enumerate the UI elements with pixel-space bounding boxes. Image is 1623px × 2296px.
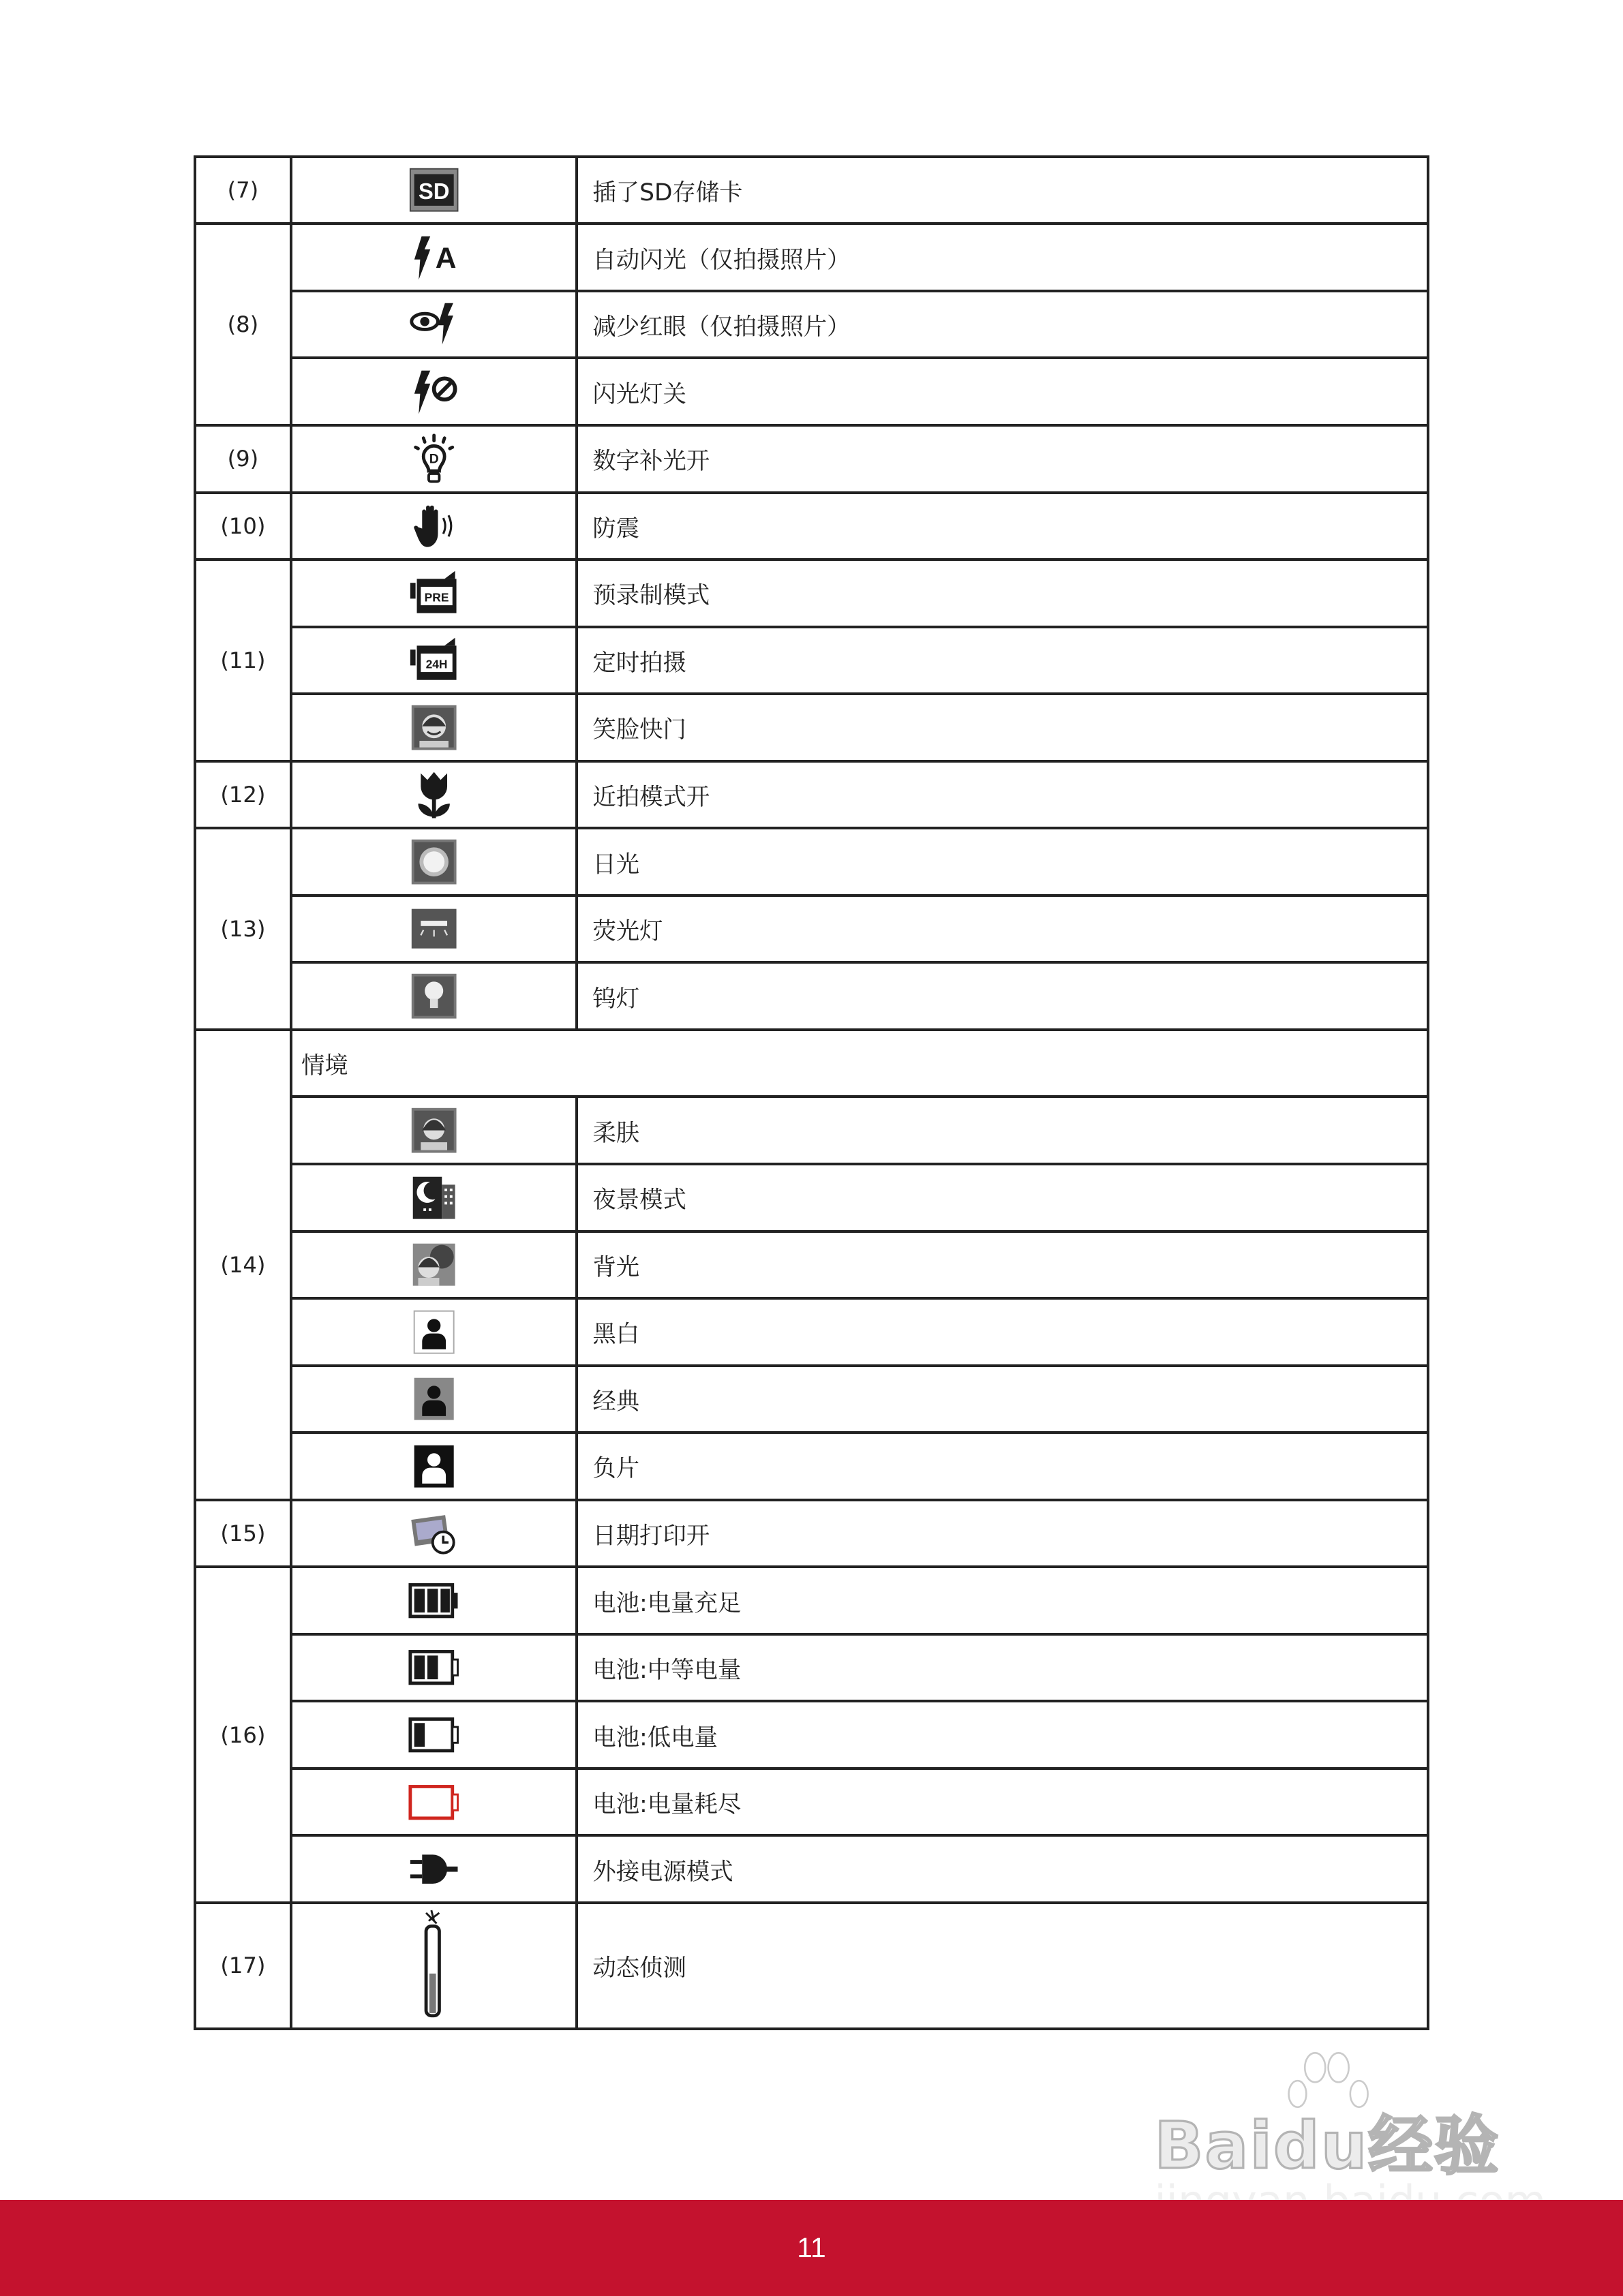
timer-24h-icon bbox=[408, 634, 460, 686]
table-row bbox=[195, 493, 1429, 560]
icon-cell bbox=[291, 1634, 577, 1702]
black-white-icon bbox=[408, 1306, 460, 1358]
soft-skin-icon bbox=[408, 1104, 460, 1157]
table-row bbox=[195, 1030, 1429, 1097]
table-row bbox=[195, 1298, 1429, 1366]
icon-cell bbox=[291, 1701, 577, 1769]
table-row bbox=[195, 761, 1429, 829]
icon-cell bbox=[291, 962, 577, 1030]
svg-text:D: D bbox=[429, 452, 439, 467]
battery-low-icon bbox=[408, 1709, 460, 1761]
table-row bbox=[195, 1567, 1429, 1634]
power-plug-icon bbox=[408, 1843, 460, 1895]
icon-cell bbox=[291, 157, 577, 224]
icon-description: 柔肤 bbox=[577, 1097, 1428, 1164]
table-row bbox=[195, 1097, 1429, 1164]
icon-description: 电池:电量充足 bbox=[577, 1567, 1428, 1634]
icon-description: 自动闪光（仅拍摄照片） bbox=[577, 224, 1428, 291]
table-row bbox=[195, 1366, 1429, 1433]
group-number: (12) bbox=[195, 761, 292, 829]
tungsten-icon bbox=[408, 970, 460, 1022]
group-number: (16) bbox=[195, 1567, 292, 1903]
flash-auto-icon bbox=[408, 231, 460, 284]
table-row bbox=[195, 962, 1429, 1030]
battery-full-icon bbox=[408, 1574, 460, 1627]
icon-description: 预录制模式 bbox=[577, 560, 1428, 627]
stabilizer-hand-icon bbox=[408, 500, 460, 552]
table-row bbox=[195, 1500, 1429, 1567]
icon-description: 防震 bbox=[577, 493, 1428, 560]
classic-icon bbox=[408, 1373, 460, 1425]
digital-light-icon bbox=[408, 433, 460, 485]
table-row bbox=[195, 224, 1429, 291]
icon-cell bbox=[291, 1298, 577, 1366]
fluorescent-icon bbox=[408, 902, 460, 955]
group-number: (8) bbox=[195, 224, 292, 425]
icon-cell bbox=[291, 1164, 577, 1231]
table-row bbox=[195, 291, 1429, 358]
table-row bbox=[195, 1231, 1429, 1299]
icon-cell bbox=[291, 1433, 577, 1500]
svg-text:24H: 24H bbox=[425, 657, 448, 671]
table-row bbox=[195, 425, 1429, 493]
icon-cell bbox=[291, 291, 577, 358]
icon-table bbox=[194, 155, 1430, 2030]
table-row bbox=[195, 694, 1429, 761]
icon-cell bbox=[291, 560, 577, 627]
icon-description: 闪光灯关 bbox=[577, 358, 1428, 425]
icon-cell bbox=[291, 1835, 577, 1903]
table-row bbox=[195, 1701, 1429, 1769]
table-row bbox=[195, 1903, 1429, 2029]
icon-description: 减少红眼（仅拍摄照片） bbox=[577, 291, 1428, 358]
date-stamp-icon bbox=[408, 1507, 460, 1559]
svg-text:A: A bbox=[435, 242, 457, 275]
icon-cell bbox=[291, 1567, 577, 1634]
icon-description: 电池:电量耗尽 bbox=[577, 1769, 1428, 1836]
icon-description: 数字补光开 bbox=[577, 425, 1428, 493]
group-number: (13) bbox=[195, 828, 292, 1030]
icon-description: 夜景模式 bbox=[577, 1164, 1428, 1231]
group-number: (9) bbox=[195, 425, 292, 493]
group-number: (7) bbox=[195, 157, 292, 224]
icon-cell bbox=[291, 694, 577, 761]
icon-description: 荧光灯 bbox=[577, 896, 1428, 963]
icon-cell bbox=[291, 493, 577, 560]
smile-shutter-icon bbox=[408, 701, 460, 754]
negative-icon bbox=[408, 1440, 460, 1493]
watermark-logo: Baidu经验 bbox=[1154, 2108, 1500, 2184]
page-footer bbox=[0, 2200, 1623, 2296]
flash-off-icon bbox=[408, 365, 460, 418]
group-number: (17) bbox=[195, 1903, 292, 2029]
table-row bbox=[195, 1164, 1429, 1231]
daylight-icon bbox=[408, 836, 460, 888]
table-row bbox=[195, 627, 1429, 694]
section-header: 情境 bbox=[291, 1030, 1428, 1097]
table-row bbox=[195, 1769, 1429, 1836]
night-scene-icon bbox=[408, 1172, 460, 1224]
icon-cell bbox=[291, 1500, 577, 1567]
group-number: (10) bbox=[195, 493, 292, 560]
icon-description: 负片 bbox=[577, 1433, 1428, 1500]
icon-cell bbox=[291, 828, 577, 896]
macro-tulip-icon bbox=[408, 768, 460, 821]
group-number: (11) bbox=[195, 560, 292, 761]
backlight-icon bbox=[408, 1238, 460, 1291]
battery-empty-icon bbox=[408, 1776, 460, 1828]
sd-card-icon bbox=[408, 164, 460, 216]
icon-description: 电池:中等电量 bbox=[577, 1634, 1428, 1702]
icon-description: 电池:低电量 bbox=[577, 1701, 1428, 1769]
table-row bbox=[195, 560, 1429, 627]
table-row bbox=[195, 896, 1429, 963]
table-row bbox=[195, 358, 1429, 425]
icon-cell bbox=[291, 425, 577, 493]
icon-description: 日期打印开 bbox=[577, 1500, 1428, 1567]
paw-logo-icon bbox=[1283, 2050, 1385, 2138]
icon-cell bbox=[291, 627, 577, 694]
icon-cell bbox=[291, 1097, 577, 1164]
icon-cell bbox=[291, 1366, 577, 1433]
motion-detect-icon bbox=[408, 1904, 460, 2027]
icon-description: 经典 bbox=[577, 1366, 1428, 1433]
icon-description: 日光 bbox=[577, 828, 1428, 896]
icon-description: 定时拍摄 bbox=[577, 627, 1428, 694]
icon-cell bbox=[291, 896, 577, 963]
icon-cell bbox=[291, 1231, 577, 1299]
icon-description: 钨灯 bbox=[577, 962, 1428, 1030]
icon-description: 近拍模式开 bbox=[577, 761, 1428, 829]
icon-cell bbox=[291, 1769, 577, 1836]
svg-text:PRE: PRE bbox=[424, 590, 449, 604]
icon-cell bbox=[291, 761, 577, 829]
table-row bbox=[195, 1634, 1429, 1702]
icon-cell bbox=[291, 358, 577, 425]
group-number: (14) bbox=[195, 1030, 292, 1500]
icon-description: 动态侦测 bbox=[577, 1903, 1428, 2029]
group-number: (15) bbox=[195, 1500, 292, 1567]
icon-description: 外接电源模式 bbox=[577, 1835, 1428, 1903]
icon-cell bbox=[291, 1903, 577, 2029]
icon-description: 黑白 bbox=[577, 1298, 1428, 1366]
table-row bbox=[195, 1433, 1429, 1500]
table-row bbox=[195, 1835, 1429, 1903]
battery-half-icon bbox=[408, 1641, 460, 1694]
icon-description: 插了SD存储卡 bbox=[577, 157, 1428, 224]
table-row bbox=[195, 828, 1429, 896]
pre-record-icon bbox=[408, 567, 460, 619]
red-eye-icon bbox=[408, 298, 460, 350]
table-row bbox=[195, 157, 1429, 224]
icon-cell bbox=[291, 224, 577, 291]
page-number: 11 bbox=[797, 2231, 826, 2263]
icon-description: 背光 bbox=[577, 1231, 1428, 1299]
icon-description: 笑脸快门 bbox=[577, 694, 1428, 761]
svg-text:SD: SD bbox=[418, 179, 450, 204]
